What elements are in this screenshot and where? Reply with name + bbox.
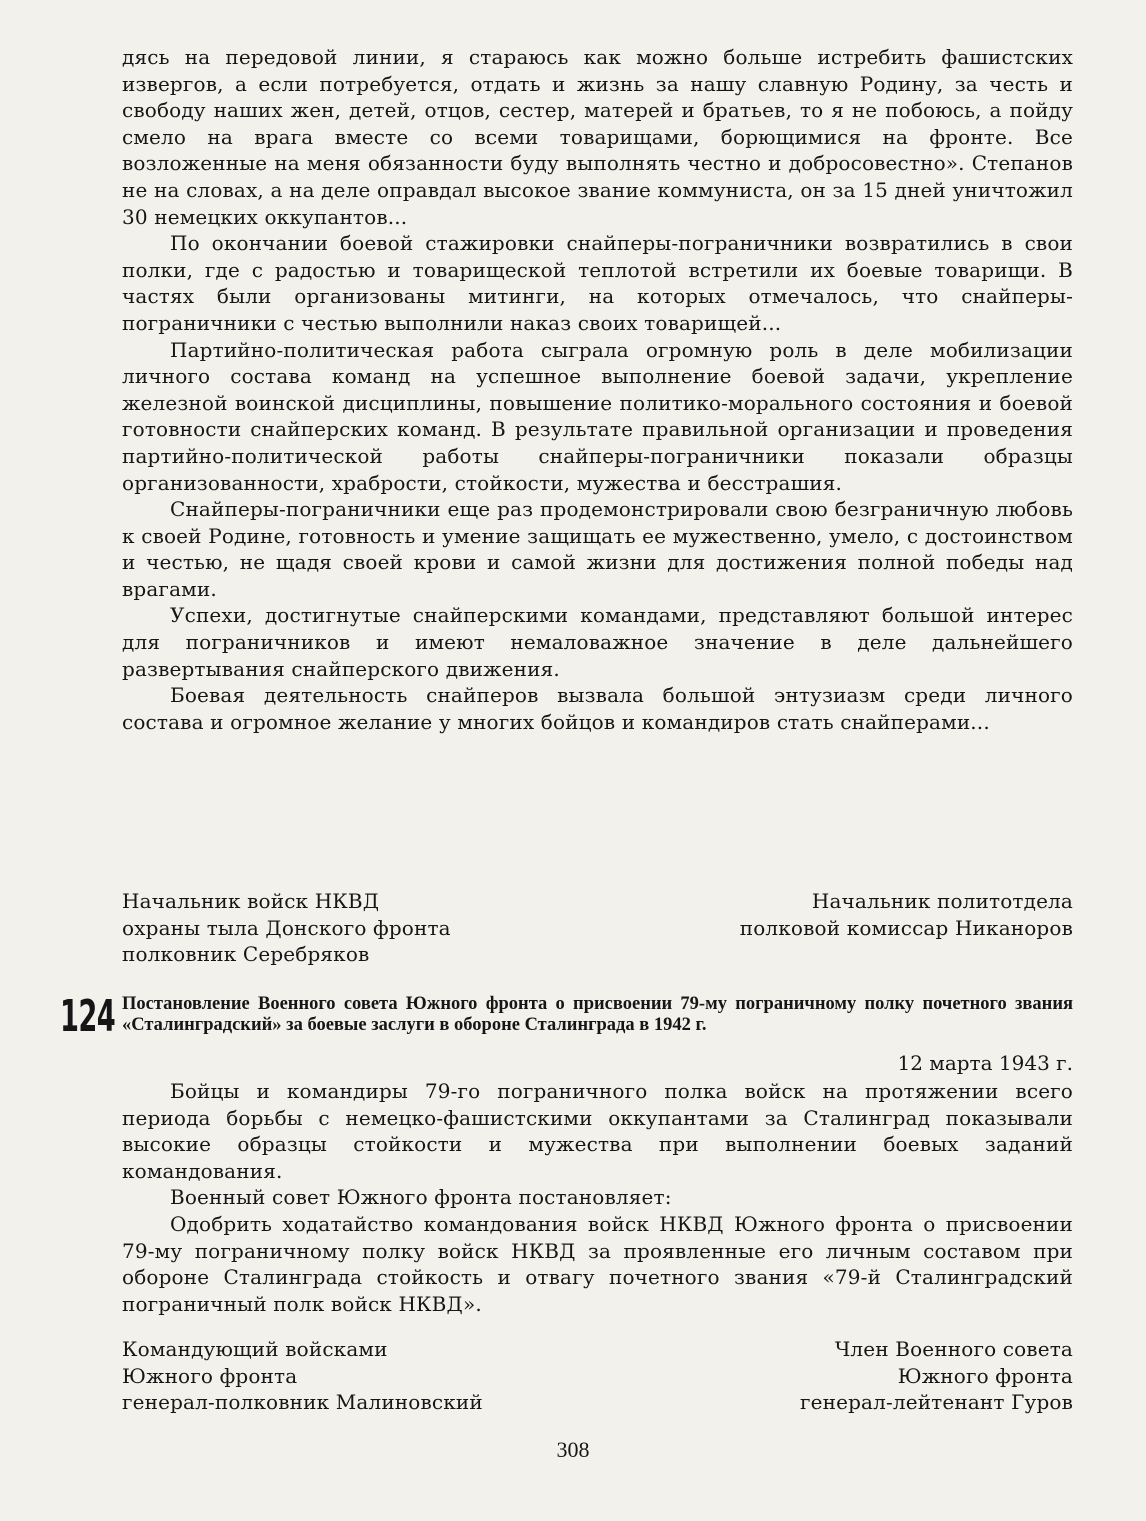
signature-line: Член Военного совета — [834, 1337, 1073, 1361]
document-title: Постановление Военного совета Южного фронта о присвоении 79-му пограничному полку почетного звания «Сталинградский» за боевые заслуги в обороне Сталинграда в 1942 г. — [122, 994, 1073, 1035]
paragraph: Бойцы и командиры 79-го пограничного полка войск на протяжении всего периода борьбы с немецко-фашистскими оккупантами за Сталинград показывали высокие образцы стойкости и мужества при выполнении боевых заданий командования. — [122, 1079, 1073, 1183]
signature-line: Южного фронта — [897, 1363, 1073, 1388]
paragraph: Партийно-политическая работа сыграла огромную роль в деле мобилизации личного состава команд на успешное выполнение боевой задачи, укрепление железной воинской дисциплины, повышение политико-морального состояния и боевой готовности снайперских команд. В результате правильной организации и проведения партийно-политической работы снайперы-пограничники показали образцы организованности, храбрости, стойкости, мужества и бесстрашия. — [122, 337, 1073, 495]
document-date: 12 марта 1943 г. — [897, 1051, 1073, 1075]
signature-left — [122, 888, 451, 968]
signature-line: Южного фронта — [122, 1363, 298, 1388]
signature-line: Начальник войск НКВД — [122, 889, 380, 913]
signature-line: полковой комиссар Никаноров — [739, 915, 1073, 940]
signature-right — [800, 1336, 1073, 1416]
signature-line: генерал-полковник Малиновский — [122, 1390, 483, 1415]
text-block-top — [122, 44, 1073, 735]
signature-line: Командующий войсками — [122, 1337, 388, 1361]
signature-block-bottom — [122, 1336, 1073, 1416]
document-number: 124 — [60, 991, 116, 1042]
signature-line: охраны тыла Донского фронта — [122, 915, 451, 940]
paragraph: Одобрить ходатайство командования войск НКВД Южного фронта о присвоении 79-му пограничному полку войск НКВД за проявленные его личным составом при обороне Сталинграда стойкость и отвагу почетного звания «79-й Сталинградский пограничный полк войск НКВД». — [122, 1211, 1073, 1316]
signature-right — [740, 888, 1073, 968]
signature-line: полковник Серебряков — [122, 942, 370, 967]
paragraph: Военный совет Южного фронта постановляет: — [170, 1185, 672, 1210]
signature-line: Начальник политотдела — [811, 889, 1073, 913]
text-block-bottom — [122, 1078, 1073, 1317]
signature-left — [122, 1336, 483, 1416]
paragraph: По окончании боевой стажировки снайперы-пограничники возвратились в свои полки, где с радостью и товарищеской теплотой встретили их боевые товарищи. В частях были организованы митинги, на которых отмечалось, что снайперы-пограничники с честью выполнили наказ своих товарищей... — [122, 231, 1073, 335]
page-number: 308 — [556, 1437, 590, 1462]
signature-line: генерал-лейтенант Гуров — [799, 1390, 1073, 1415]
paragraph: дясь на передовой линии, я стараюсь как можно больше истребить фашистских извергов, а если потребуется, отдать и жизнь за нашу славную Родину, за честь и свободу наших жен, детей, отцов, сестер, матерей и братьев, то я не побоюсь, а пойду смело на врага вместе со всеми товарищами, борющимися на фронте. Все возложенные на меня обязанности буду выполнять честно и добросовестно». Степанов не на словах, а на деле оправдал высокое звание коммуниста, он за 15 дней уничтожил 30 немецких оккупантов... — [122, 45, 1073, 229]
signature-block-top — [122, 888, 1073, 968]
paragraph: Успехи, достигнутые снайперскими командами, представляют большой интерес для пограничников и имеют немаловажное значение в деле дальнейшего развертывания снайперского движения. — [122, 603, 1073, 681]
paragraph: Снайперы-пограничники еще раз продемонстрировали свою безграничную любовь к своей Родине, готовность и умение защищать ее мужественно, умело, с достоинством и честью, не щадя своей крови и самой жизни для достижения полной победы над врагами. — [122, 497, 1073, 601]
paragraph: Боевая деятельность снайперов вызвала большой энтузиазм среди личного состава и огромное желание у многих бойцов и командиров стать снайперами... — [122, 683, 1073, 734]
